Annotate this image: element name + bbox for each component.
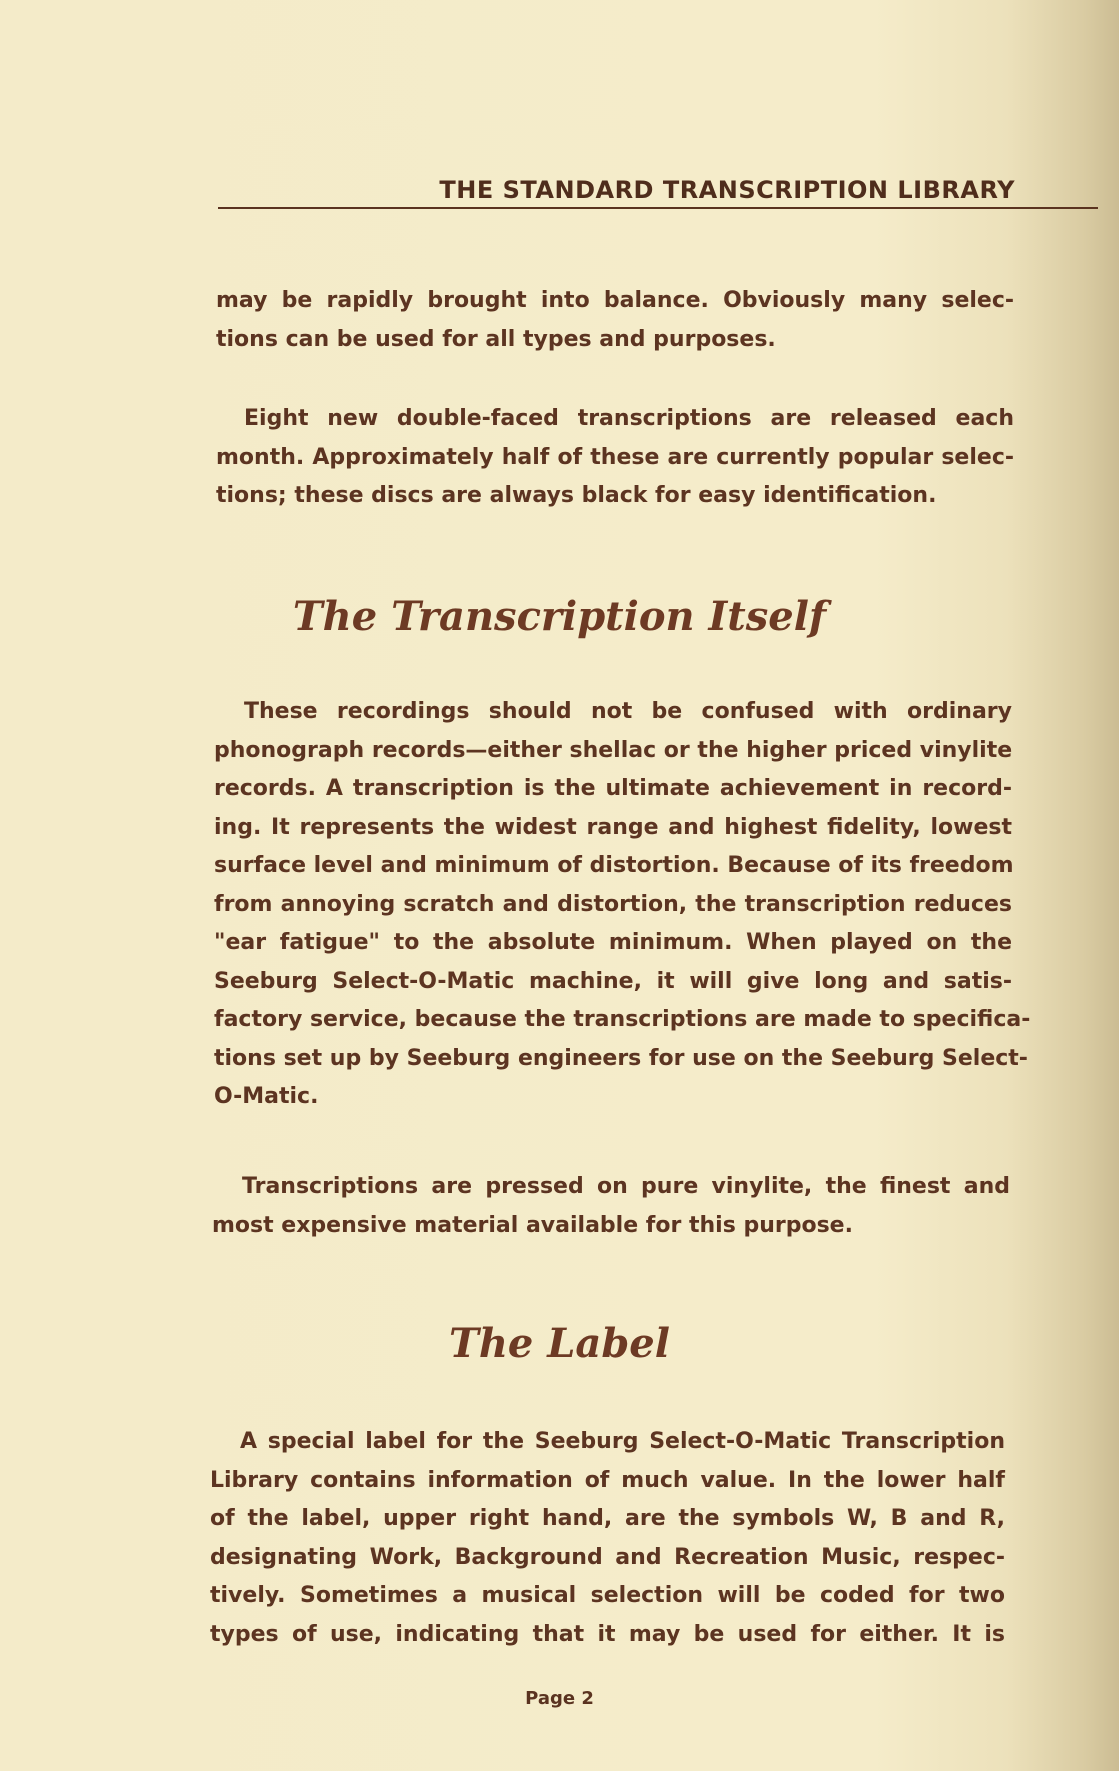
text-line: most expensive material available for this purpose. <box>212 1212 853 1238</box>
heading-the-label: The Label <box>449 1320 670 1367</box>
text-line: designating Work, Background and Recreation Music, respec- <box>210 1544 1005 1570</box>
paragraph-intro-continuation <box>216 282 1014 359</box>
text-line: Eight new double-faced transcriptions are released each <box>244 406 1014 431</box>
text-line: month. Approximately half of these are currently popular selec- <box>216 444 1014 470</box>
text-line: tions; these discs are always black for easy identification. <box>216 483 937 508</box>
running-header: THE STANDARD TRANSCRIPTION LIBRARY <box>439 176 1015 204</box>
text-line: These recordings should not be confused with ordinary <box>244 699 1012 724</box>
text-line: Transcriptions are pressed on pure vinylite, the finest and <box>242 1174 1010 1199</box>
paragraph-new-releases <box>216 400 1014 516</box>
text-line: may be rapidly brought into balance. Obviously many selec- <box>216 288 1014 313</box>
paragraph-label <box>210 1423 1005 1654</box>
text-line: tively. Sometimes a musical selection will be coded for two <box>210 1583 1005 1608</box>
paragraph-recordings <box>214 693 1031 1117</box>
page-number: Page 2 <box>525 1688 594 1709</box>
text-line: A special label for the Seeburg Select-O-Matic Transcription <box>240 1429 1005 1454</box>
text-line: Library contains information of much value. In the lower half <box>210 1467 1005 1493</box>
text-line: "ear fatigue" to the absolute minimum. When played on the <box>214 930 1012 955</box>
text-line: factory service, because the transcriptions are made to specifica- <box>214 1007 1031 1032</box>
paragraph-vinylite <box>212 1168 1010 1245</box>
text-line: ing. It represents the widest range and highest fidelity, lowest <box>214 814 1012 840</box>
text-line: tions can be used for all types and purposes. <box>216 326 776 352</box>
header-rule <box>218 207 1098 209</box>
text-line: surface level and minimum of distortion. Because of its freedom <box>214 853 1014 878</box>
text-line: Seeburg Select-O-Matic machine, it will give long and satis- <box>214 968 1012 994</box>
text-line: phonograph records—either shellac or the higher priced vinylite <box>214 737 1013 763</box>
text-line: types of use, indicating that it may be used for either. It is <box>210 1621 1005 1647</box>
heading-transcription-itself: The Transcription Itself <box>292 593 827 640</box>
text-line: tions set up by Seeburg engineers for use on the Seeburg Select- <box>214 1045 1028 1071</box>
text-line: O-Matic. <box>214 1084 319 1109</box>
text-line: records. A transcription is the ultimate achievement in record- <box>214 776 1012 801</box>
text-line: of the label, upper right hand, are the symbols W, B and R, <box>210 1506 1005 1531</box>
text-line: from annoying scratch and distortion, the transcription reduces <box>214 891 1012 917</box>
